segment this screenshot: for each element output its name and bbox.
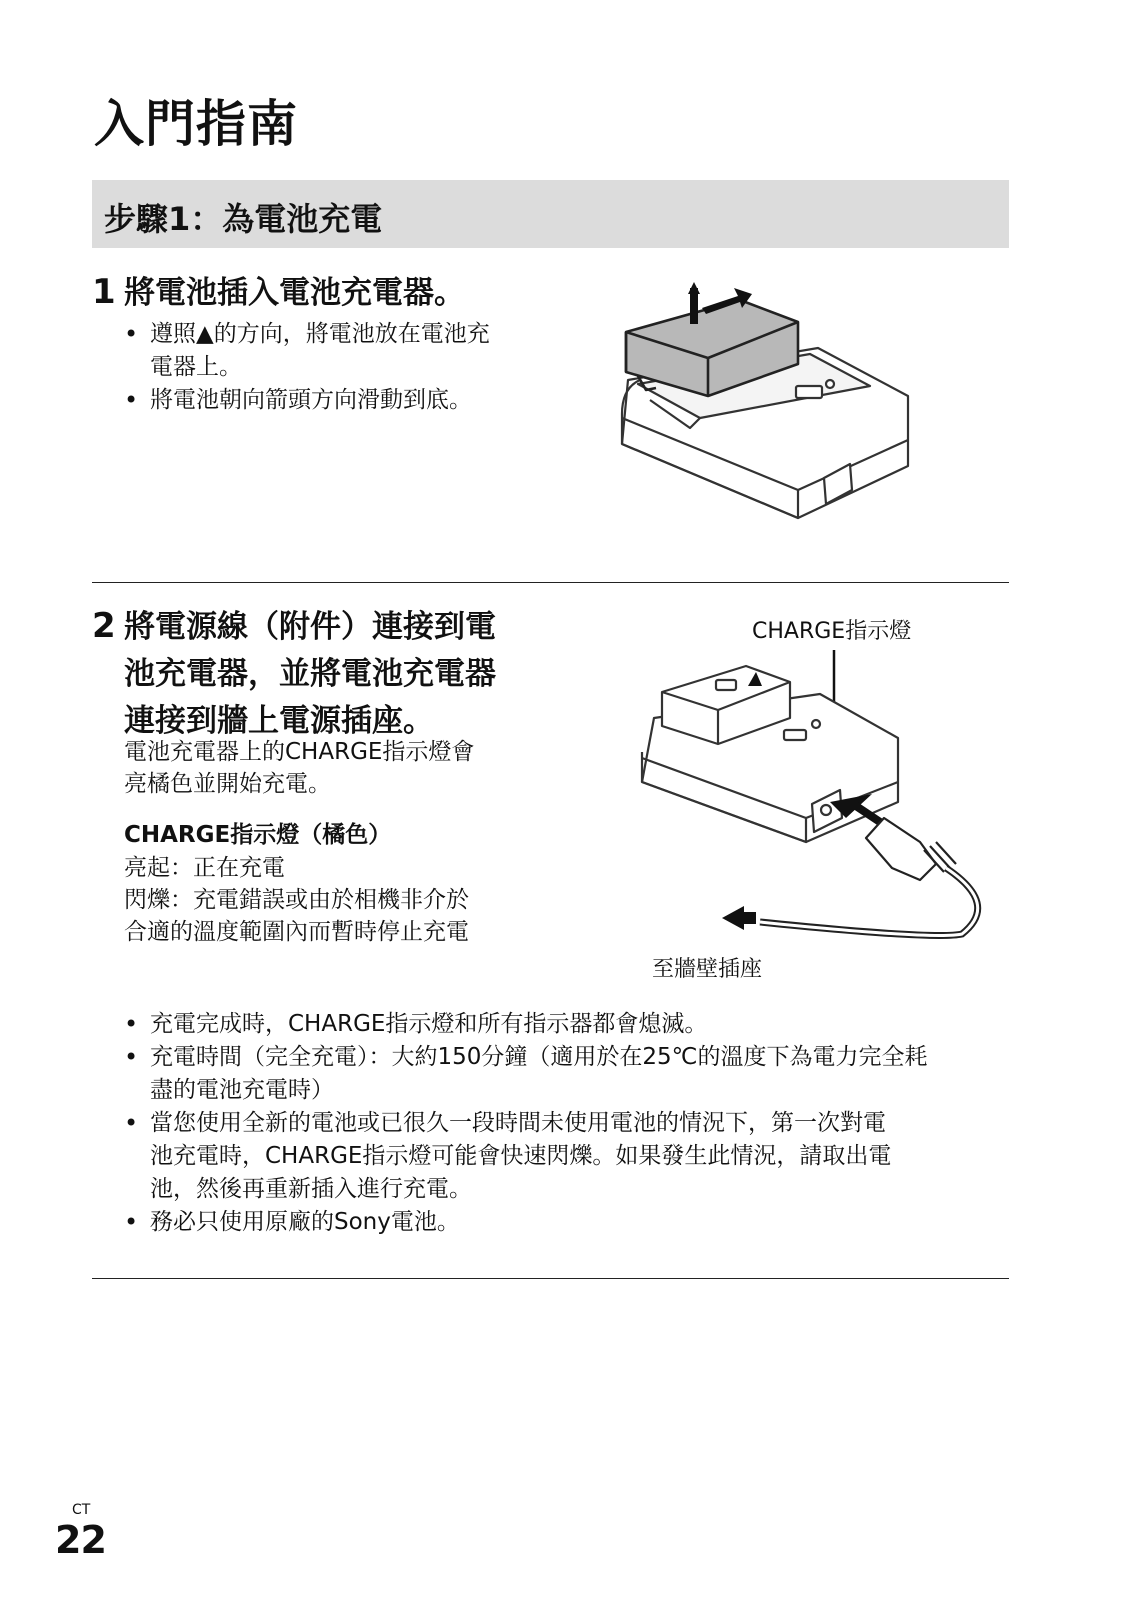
step-1-number: 1: [92, 272, 116, 312]
step-1-bullet-1-cont: 電器上。: [150, 354, 242, 380]
step-2-title-line-3: 連接到牆上電源插座。: [124, 703, 434, 739]
section-title: 步驟1：為電池充電: [104, 200, 383, 238]
step-2-title-line-1: 將電源線（附件）連接到電: [124, 609, 496, 645]
note-4-line-1: • 務必只使用原廠的Sony電池。: [150, 1209, 460, 1235]
divider-1: [92, 582, 1009, 583]
note-2-line-1: • 充電時間（完全充電）：大約150分鐘（適用於在25℃的溫度下為電力完全耗: [150, 1044, 928, 1070]
note-1: [124, 1008, 1004, 1041]
step-2-title: [124, 604, 564, 745]
note-3: [124, 1107, 1004, 1206]
divider-2: [92, 1278, 1009, 1279]
step-2-desc-line-2: 亮橘色並開始充電。: [124, 771, 331, 797]
page-title: 入門指南: [94, 95, 298, 153]
charger-power-cord-illustration: [640, 642, 1010, 972]
step-1-bullets: [124, 318, 564, 417]
step-1-bullet-1: • 遵照▲的方向，將電池放在電池充: [124, 318, 564, 351]
charge-indicator-states: [124, 852, 564, 948]
wall-outlet-label: 至牆壁插座: [652, 957, 763, 982]
charge-indicator-label: CHARGE指示燈: [752, 619, 912, 644]
indicator-state-on: 亮起：正在充電: [124, 855, 285, 881]
note-2: [124, 1041, 1004, 1107]
note-3-line-1: • 當您使用全新的電池或已很久一段時間未使用電池的情況下，第一次對電: [150, 1110, 886, 1136]
step-2-description: [124, 736, 564, 800]
step-2-number: 2: [92, 606, 116, 646]
step-1-title: 將電池插入電池充電器。: [124, 275, 465, 311]
battery-charger-illustration: [610, 268, 940, 536]
language-code: CT: [72, 1502, 91, 1518]
note-4: [124, 1206, 1004, 1239]
note-2-line-2: 盡的電池充電時）: [150, 1077, 334, 1103]
step-1-bullet-2: • 將電池朝向箭頭方向滑動到底。: [124, 384, 564, 417]
step-2-desc-line-1: 電池充電器上的CHARGE指示燈會: [124, 739, 475, 765]
notes-list: [124, 1008, 1004, 1239]
note-3-line-2: 池充電時，CHARGE指示燈可能會快速閃爍。如果發生此情況，請取出電: [150, 1143, 892, 1169]
note-1-line-1: • 充電完成時，CHARGE指示燈和所有指示器都會熄滅。: [150, 1011, 708, 1037]
note-3-line-3: 池，然後再重新插入進行充電。: [150, 1176, 472, 1202]
charge-indicator-heading: CHARGE指示燈（橘色）: [124, 822, 392, 848]
page-number: 22: [55, 1518, 106, 1562]
indicator-state-blink: 閃爍：充電錯誤或由於相機非介於: [124, 887, 469, 913]
indicator-state-blink-cont: 合適的溫度範圍內而暫時停止充電: [124, 919, 469, 945]
step-2-title-line-2: 池充電器，並將電池充電器: [124, 656, 496, 692]
